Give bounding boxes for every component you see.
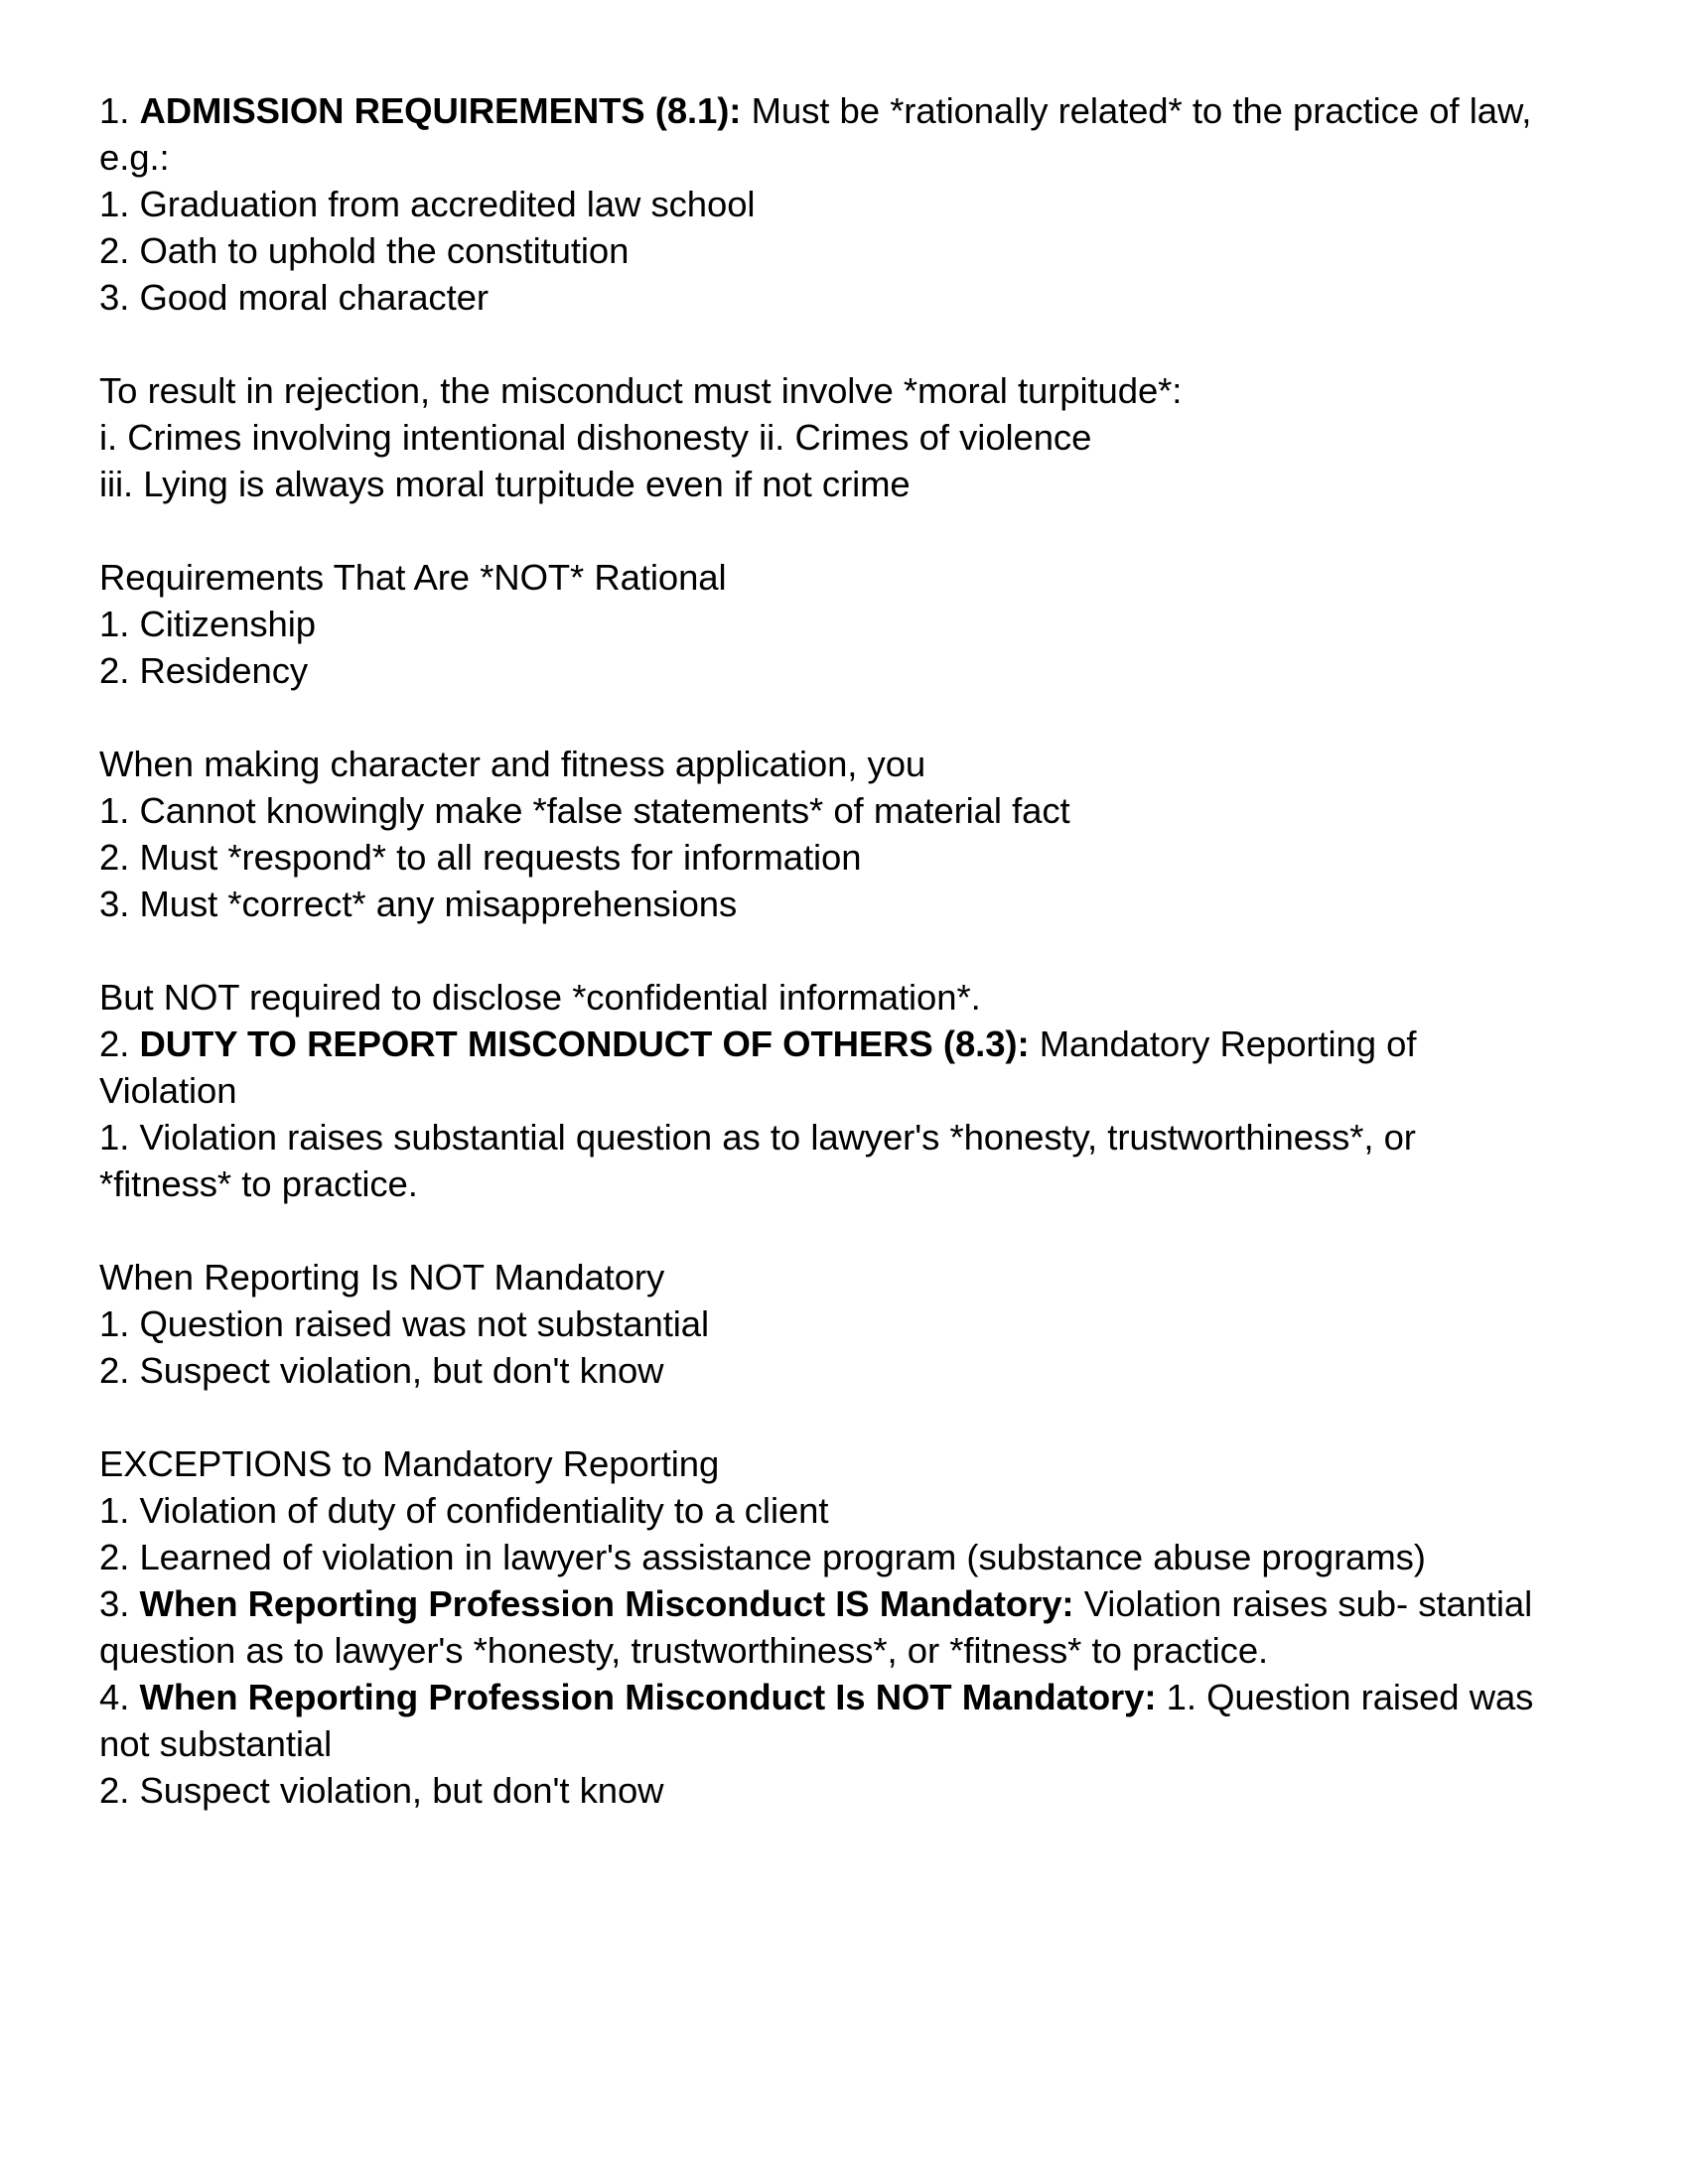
section-reporting-not-mandatory	[99, 1254, 1549, 1394]
list-number-prefix: 4.	[99, 1677, 140, 1717]
list-item: 2. Suspect violation, but don't know	[99, 1770, 664, 1811]
list-item: 1. Cannot knowingly make *false statements* of material fact	[99, 790, 1070, 831]
list-item: i. Crimes involving intentional dishonesty ii. Crimes of violence	[99, 417, 1092, 458]
section-not-rational	[99, 554, 1549, 694]
section-character-and-fitness	[99, 741, 1549, 927]
list-item: 1. Violation of duty of confidentiality to a client	[99, 1490, 829, 1531]
list-item-reporting-not-mandatory-bold: When Reporting Profession Misconduct Is NOT Mandatory:	[139, 1677, 1157, 1717]
section-heading: When Reporting Is NOT Mandatory	[99, 1257, 665, 1297]
list-item: 1. Violation raises substantial question as to lawyer's *honesty, trustworthiness*, or	[99, 1117, 1416, 1158]
heading-admission-requirements-bold: ADMISSION REQUIREMENTS (8.1):	[139, 90, 742, 131]
heading-duty-to-report-rest: Mandatory Reporting of	[1029, 1024, 1417, 1064]
list-item: 2. Residency	[99, 650, 308, 691]
violation-label: Violation	[99, 1070, 237, 1111]
list-item-reporting-not-mandatory-rest: 1. Question raised was not substantial	[99, 1677, 1534, 1764]
section-heading: Requirements That Are *NOT* Rational	[99, 557, 727, 598]
paragraph-text: But NOT required to disclose *confidential information*.	[99, 977, 981, 1018]
list-item: 1. Citizenship	[99, 604, 316, 644]
list-item: 2. Oath to uphold the constitution	[99, 230, 630, 271]
list-number-prefix: 2.	[99, 1024, 140, 1064]
list-number-prefix: 3.	[99, 1583, 140, 1624]
heading-duty-to-report-bold: DUTY TO REPORT MISCONDUCT OF OTHERS (8.3):	[139, 1024, 1030, 1064]
heading-duty-to-report	[99, 1021, 1549, 1067]
list-item: 3. Good moral character	[99, 277, 489, 318]
section-moral-turpitude	[99, 367, 1549, 507]
section-admission-requirements	[99, 87, 1549, 321]
list-item: iii. Lying is always moral turpitude even if not crime	[99, 464, 911, 504]
heading-admission-requirements	[99, 87, 1549, 181]
document-text-body	[99, 87, 1549, 1814]
section-duty-to-report	[99, 974, 1549, 1207]
list-item-reporting-is-mandatory-rest: Violation raises sub- stantial question as to lawyer's *honesty, trustworthiness*, or *fitness* to practice.	[99, 1583, 1533, 1671]
list-item: 1. Question raised was not substantial	[99, 1303, 709, 1344]
list-item-continuation: *fitness* to practice.	[99, 1163, 418, 1204]
paragraph-text: To result in rejection, the misconduct must involve *moral turpitude*:	[99, 370, 1183, 411]
list-item-reporting-not-mandatory	[99, 1674, 1549, 1767]
list-item: 3. Must *correct* any misapprehensions	[99, 884, 738, 924]
heading-admission-requirements-rest: Must be *rationally related* to the practice of law, e.g.:	[99, 90, 1532, 178]
list-item-reporting-is-mandatory-bold: When Reporting Profession Misconduct IS Mandatory:	[139, 1583, 1074, 1624]
section-heading: When making character and fitness application, you	[99, 744, 926, 784]
section-exceptions	[99, 1440, 1549, 1814]
list-item: 2. Must *respond* to all requests for information	[99, 837, 862, 878]
list-number-prefix: 1.	[99, 90, 140, 131]
list-item: 2. Suspect violation, but don't know	[99, 1350, 664, 1391]
list-item: 1. Graduation from accredited law school	[99, 184, 756, 224]
list-item-reporting-is-mandatory	[99, 1580, 1549, 1674]
section-heading: EXCEPTIONS to Mandatory Reporting	[99, 1443, 720, 1484]
list-item: 2. Learned of violation in lawyer's assistance program (substance abuse programs)	[99, 1537, 1426, 1577]
